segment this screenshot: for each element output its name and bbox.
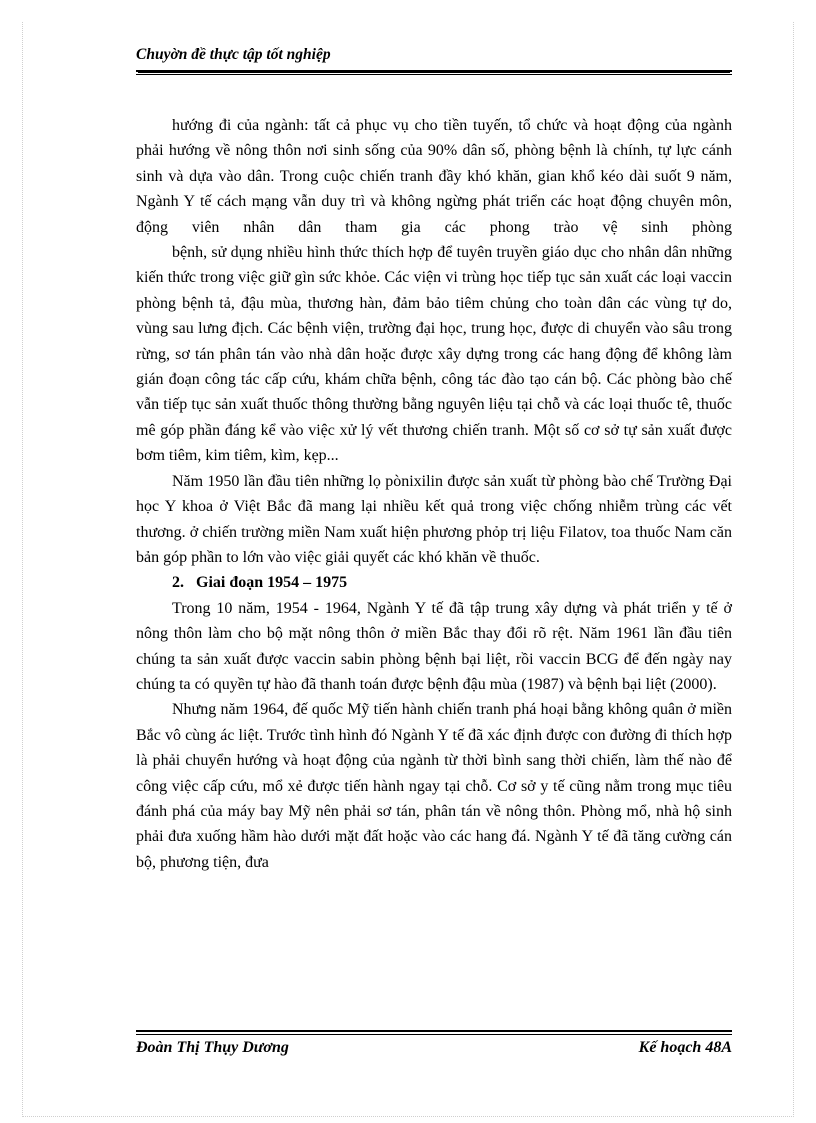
- page-header: [136, 46, 732, 72]
- body-paragraph-3: Năm 1950 lần đầu tiên những lọ pònixilin được sản xuất từ phòng bào chế Trường Đại học Y khoa ở Việt Bắc đã mang lại nhiều kết quả trong việc chống nhiễm trùng các vết thương. ở chiến trường miền Nam xuất hiện phương phỏp trị liệu Filatov, toa thuốc Nam căn bản góp phần to lớn vào việc giải quyết các khó khăn về thuốc.: [136, 472, 732, 566]
- section-paragraph-2: Nhưng năm 1964, đế quốc Mỹ tiến hành chiến tranh phá hoại bằng không quân ở miền Bắc vô cùng ác liệt. Trước tình hình đó Ngành Y tế đã xác định được con đường đi thích hợp là phải chuyển hướng và hoạt động của ngành từ thời bình sang thời chiến, làm thế nào để công việc cấp cứu, mổ xẻ được tiến hành ngay tại chỗ. Cơ sở y tế cũng nằm trong mục tiêu đánh phá của máy bay Mỹ nên phải sơ tán, phân tán về nông thôn. Phòng mổ, nhà hộ sinh phải đưa xuống hầm hào dưới mặt đất hoặc vào các hang đá. Ngành Y tế đã tăng cường cán bộ, phương tiện, đưa: [136, 701, 732, 871]
- page-footer: [136, 1030, 732, 1057]
- header-title: Chuyờn đề thực tập tốt nghiệp: [136, 46, 331, 63]
- body-paragraph-1: hướng đi của ngành: tất cả phục vụ cho tiền tuyến, tổ chức và hoạt động của ngành phải hướng về nông thôn nơi sinh sống của 90% dân số, phòng bệnh là chính, tự lực cánh sinh và dựa vào dân. Trong cuộc chiến tranh đầy khó khăn, gian khổ kéo dài suốt 9 năm, Ngành Y tế cách mạng vẫn duy trì và không ngừng phát triển các hoạt động chuyên môn, động viên nhân dân tham gia các phong trào vệ sinh phòng: [136, 117, 732, 236]
- section-heading: [136, 570, 732, 595]
- footer-author: Đoàn Thị Thụy Dương: [136, 1039, 289, 1056]
- section-number: 2.: [172, 574, 184, 592]
- section-paragraph-1: Trong 10 năm, 1954 - 1964, Ngành Y tế đã tập trung xây dựng và phát triển y tế ở nông thôn làm cho bộ mặt nông thôn ở miền Bắc thay đổi rõ rệt. Năm 1961 lần đầu tiên chúng ta sản xuất được vaccin sabin phòng bệnh bại liệt, rồi vaccin BCG để đến ngày nay chúng ta có quyền tự hào đã thanh toán được bệnh đậu mùa (1987) và bệnh bại liệt (2000).: [136, 599, 732, 693]
- document-body: [136, 113, 732, 875]
- body-paragraph-2: bệnh, sử dụng nhiều hình thức thích hợp để tuyên truyền giáo dục cho nhân dân những kiến thức trong việc giữ gìn sức khỏe. Các viện vi trùng học tiếp tục sản xuất các loại vaccin phòng bệnh tả, đậu mùa, thương hàn, đảm bảo tiêm chủng cho toàn dân các vùng tự do, vùng sau lưng địch. Các bệnh viện, trường đại học, trung học, được di chuyển vào sâu trong rừng, sơ tán phân tán vào nhà dân hoặc được xây dựng trong các hang động để không làm gián đoạn công tác cấp cứu, khám chữa bệnh, công tác đào tạo cán bộ. Các phòng bào chế vẫn tiếp tục sản xuất thuốc thông thường bằng nguyên liệu tại chỗ và các loại thuốc tê, thuốc mê góp phần đáng kể vào việc xử lý vết thương chiến tranh. Một số cơ sở tự sản xuất được bơm tiêm, kim tiêm, kìm, kẹp...: [136, 244, 732, 465]
- section-title: Giai đoạn 1954 – 1975: [196, 574, 348, 592]
- footer-class: Kế hoạch 48A: [638, 1039, 732, 1056]
